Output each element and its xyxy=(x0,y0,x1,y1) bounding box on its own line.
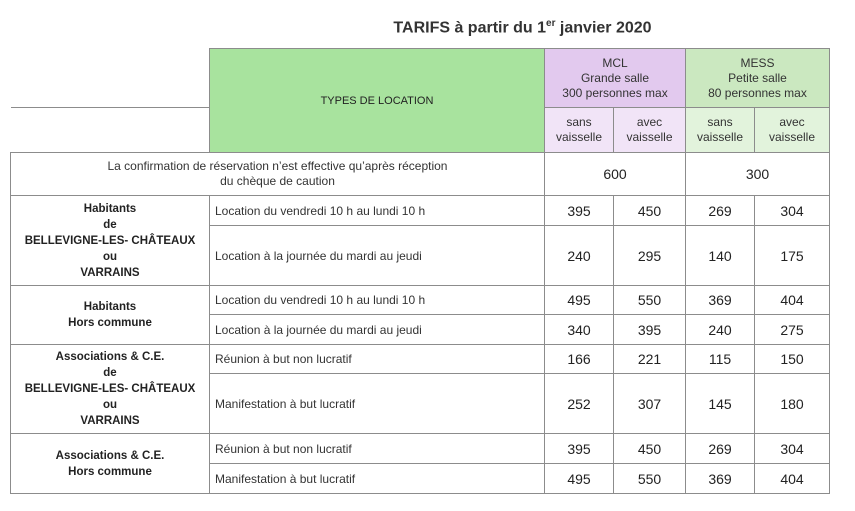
price-mcl-sans: 495 xyxy=(545,286,614,315)
page-title xyxy=(0,18,855,37)
price-mess-avec: 175 xyxy=(755,226,830,286)
price-mess-sans: 115 xyxy=(686,345,755,374)
price-mess-avec: 150 xyxy=(755,345,830,374)
price-mcl-sans: 166 xyxy=(545,345,614,374)
price-mess-sans: 369 xyxy=(686,464,755,494)
price-mcl-sans: 340 xyxy=(545,315,614,345)
group-label-line: Associations & C.E. xyxy=(55,351,165,363)
price-mess-sans: 369 xyxy=(686,286,755,315)
mcl-capacity: 300 personnes max xyxy=(562,85,668,100)
deposit-mcl: 600 xyxy=(545,153,686,196)
mess-name: MESS xyxy=(740,55,775,70)
mcl-name: MCL xyxy=(602,55,628,70)
title-sup: er xyxy=(546,18,556,29)
price-mcl-avec: 450 xyxy=(614,196,686,226)
group-label-line: ou xyxy=(102,399,118,411)
group-label-line: ou xyxy=(102,250,118,263)
vaisselle-label: vaisselle xyxy=(696,130,744,144)
price-mcl-sans: 252 xyxy=(545,374,614,434)
mcl-header xyxy=(545,49,686,108)
price-mcl-avec: 307 xyxy=(614,374,686,434)
table-row xyxy=(11,434,830,464)
rental-type: Location du vendredi 10 h au lundi 10 h xyxy=(210,196,545,226)
group-label xyxy=(11,286,210,345)
group-label-line: Associations & C.E. xyxy=(55,449,165,462)
rental-type: Location du vendredi 10 h au lundi 10 h xyxy=(210,286,545,315)
group-label xyxy=(11,196,210,286)
price-mcl-sans: 240 xyxy=(545,226,614,286)
price-mcl-avec: 395 xyxy=(614,315,686,345)
price-mess-sans: 145 xyxy=(686,374,755,434)
avec-label: avec xyxy=(636,115,663,129)
title-prefix: TARIFS à partir du 1 xyxy=(393,19,547,37)
rental-type: Réunion à but non lucratif xyxy=(210,434,545,464)
table-row xyxy=(11,196,830,226)
price-mess-sans: 269 xyxy=(686,196,755,226)
group-label-line: BELLEVIGNE-LES- CHÂTEAUX xyxy=(24,383,196,395)
blank-corner-2 xyxy=(11,108,210,153)
price-mcl-avec: 450 xyxy=(614,434,686,464)
price-mess-sans: 140 xyxy=(686,226,755,286)
price-mcl-avec: 221 xyxy=(614,345,686,374)
price-mess-avec: 180 xyxy=(755,374,830,434)
mcl-sans-vaisselle xyxy=(545,108,614,153)
vaisselle-label: vaisselle xyxy=(626,130,673,144)
group-label xyxy=(11,345,210,434)
price-mess-avec: 404 xyxy=(755,464,830,494)
price-mess-avec: 304 xyxy=(755,196,830,226)
price-mess-avec: 404 xyxy=(755,286,830,315)
price-mcl-sans: 495 xyxy=(545,464,614,494)
group-label-line: Hors commune xyxy=(68,317,152,329)
price-mess-avec: 275 xyxy=(755,315,830,345)
price-mess-sans: 240 xyxy=(686,315,755,345)
rental-type: Manifestation à but lucratif xyxy=(210,374,545,434)
group-label-line: BELLEVIGNE-LES- CHÂTEAUX xyxy=(24,234,196,247)
mess-header xyxy=(686,49,830,108)
types-header: TYPES DE LOCATION xyxy=(210,49,545,153)
group-label-line: VARRAINS xyxy=(80,415,140,427)
price-mcl-avec: 550 xyxy=(614,286,686,315)
mess-sans-vaisselle xyxy=(686,108,755,153)
price-mess-avec: 304 xyxy=(755,434,830,464)
group-label-line: Habitants xyxy=(83,202,137,215)
deposit-mess: 300 xyxy=(686,153,830,196)
rental-type: Manifestation à but lucratif xyxy=(210,464,545,494)
price-mcl-sans: 395 xyxy=(545,434,614,464)
sans-label: sans xyxy=(707,115,733,129)
rental-type: Réunion à but non lucratif xyxy=(210,345,545,374)
price-mess-sans: 269 xyxy=(686,434,755,464)
deposit-notice-line1: La confirmation de réservation n’est effective qu’après réception xyxy=(107,159,448,173)
price-mcl-sans: 395 xyxy=(545,196,614,226)
table-row xyxy=(11,286,830,315)
group-label-line: de xyxy=(103,367,117,379)
group-label xyxy=(11,434,210,494)
vaisselle-label: vaisselle xyxy=(555,130,603,144)
deposit-notice xyxy=(11,153,545,196)
price-mcl-avec: 550 xyxy=(614,464,686,494)
mess-capacity: 80 personnes max xyxy=(708,85,807,100)
blank-corner xyxy=(11,49,210,108)
sans-label: sans xyxy=(566,115,592,129)
mess-avec-vaisselle xyxy=(755,108,830,153)
group-label-line: Habitants xyxy=(83,301,137,313)
deposit-notice-line2: du chèque de caution xyxy=(220,174,335,188)
group-label-line: VARRAINS xyxy=(80,266,140,279)
avec-label: avec xyxy=(779,115,805,129)
rental-type: Location à la journée du mardi au jeudi xyxy=(210,226,545,286)
mess-room: Petite salle xyxy=(728,70,787,85)
title-suffix: janvier 2020 xyxy=(555,19,652,37)
rental-type: Location à la journée du mardi au jeudi xyxy=(210,315,545,345)
mcl-avec-vaisselle xyxy=(614,108,686,153)
tarifs-table xyxy=(10,48,830,494)
group-label-line: de xyxy=(103,218,117,231)
table-row xyxy=(11,345,830,374)
group-label-line: Hors commune xyxy=(68,465,152,478)
mcl-room: Grande salle xyxy=(580,70,650,85)
price-mcl-avec: 295 xyxy=(614,226,686,286)
vaisselle-label: vaisselle xyxy=(768,130,816,144)
